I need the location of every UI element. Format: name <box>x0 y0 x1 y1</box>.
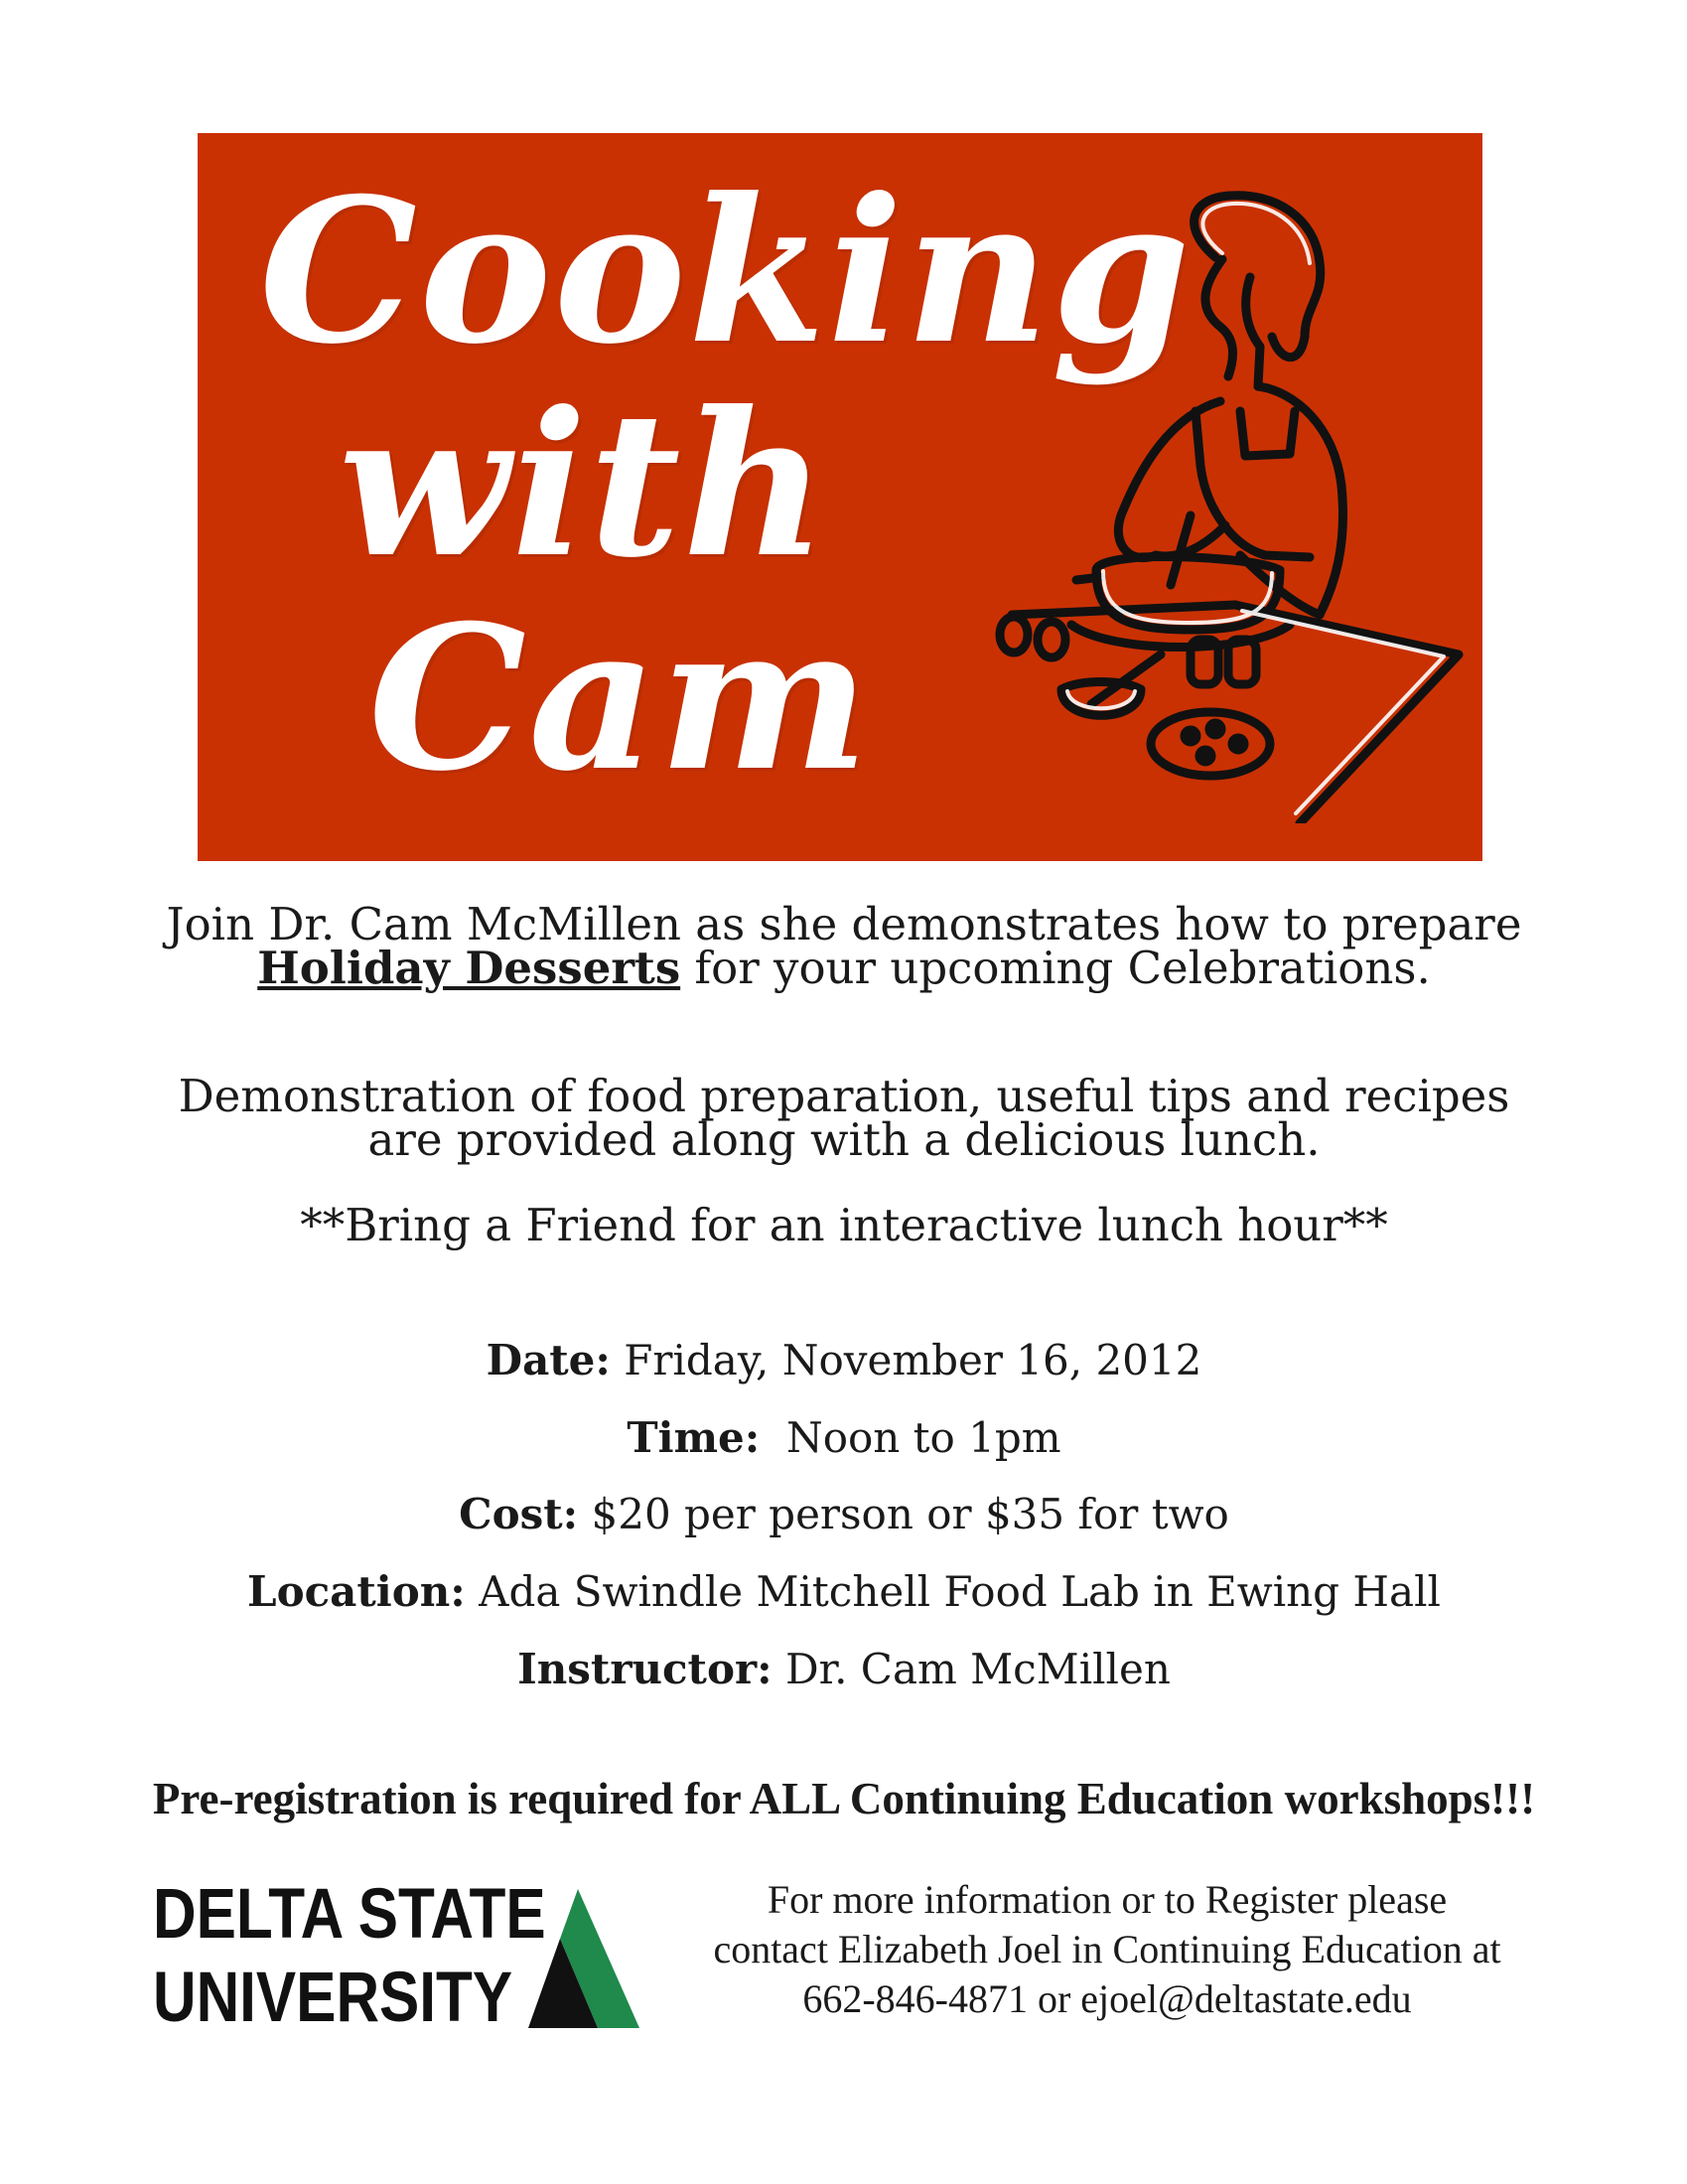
location-label: Location: <box>247 1567 466 1616</box>
detail-location <box>149 1567 1539 1617</box>
woman-cooking-icon <box>992 188 1469 823</box>
contact-line-3: 662-846-4871 or ejoel@deltastate.edu <box>802 1976 1412 2021</box>
demo-paragraph: Demonstration of food preparation, useful tips and recipes are provided along with a delicious lunch. <box>178 1070 1510 1166</box>
time-label: Time: <box>627 1413 761 1462</box>
intro-text-before: Join Dr. Cam McMillen as she demonstrates how to prepare <box>166 898 1522 950</box>
cost-value: $20 per person or $35 for two <box>591 1490 1229 1538</box>
intro-paragraph <box>149 898 1539 994</box>
location-value: Ada Swindle Mitchell Food Lab in Ewing Hall <box>479 1567 1441 1616</box>
holiday-desserts-highlight: Holiday Desserts <box>257 942 681 994</box>
contact-info <box>675 1875 1539 2024</box>
date-label: Date: <box>486 1336 611 1384</box>
detail-cost <box>149 1490 1539 1539</box>
logo-line-1: DELTA STATE <box>153 1875 546 1954</box>
title-line-1: Cooking <box>259 155 1193 388</box>
instructor-label: Instructor: <box>517 1645 773 1693</box>
time-value: Noon to 1pm <box>785 1413 1061 1462</box>
preregistration-notice: Pre-registration is required for ALL Continuing Education workshops!!! <box>152 1774 1536 1823</box>
cost-label: Cost: <box>459 1490 579 1538</box>
title-line-3: Cam <box>368 582 872 815</box>
detail-instructor <box>149 1645 1539 1694</box>
intro-text-after: for your upcoming Celebrations. <box>680 942 1431 994</box>
contact-line-1: For more information or to Register please <box>767 1877 1448 1922</box>
title-line-2: with <box>339 368 829 602</box>
detail-time <box>149 1413 1539 1463</box>
detail-date <box>149 1336 1539 1385</box>
title-banner <box>198 133 1482 861</box>
contact-line-2: contact Elizabeth Joel in Continuing Education at <box>713 1927 1501 1971</box>
delta-triangle-icon <box>528 1889 639 2028</box>
delta-state-logo <box>153 1875 639 2038</box>
date-value: Friday, November 16, 2012 <box>624 1336 1202 1384</box>
instructor-value: Dr. Cam McMillen <box>784 1645 1171 1693</box>
logo-line-2: UNIVERSITY <box>153 1959 513 2037</box>
bring-friend-note: **Bring a Friend for an interactive lunch hour** <box>300 1199 1388 1251</box>
